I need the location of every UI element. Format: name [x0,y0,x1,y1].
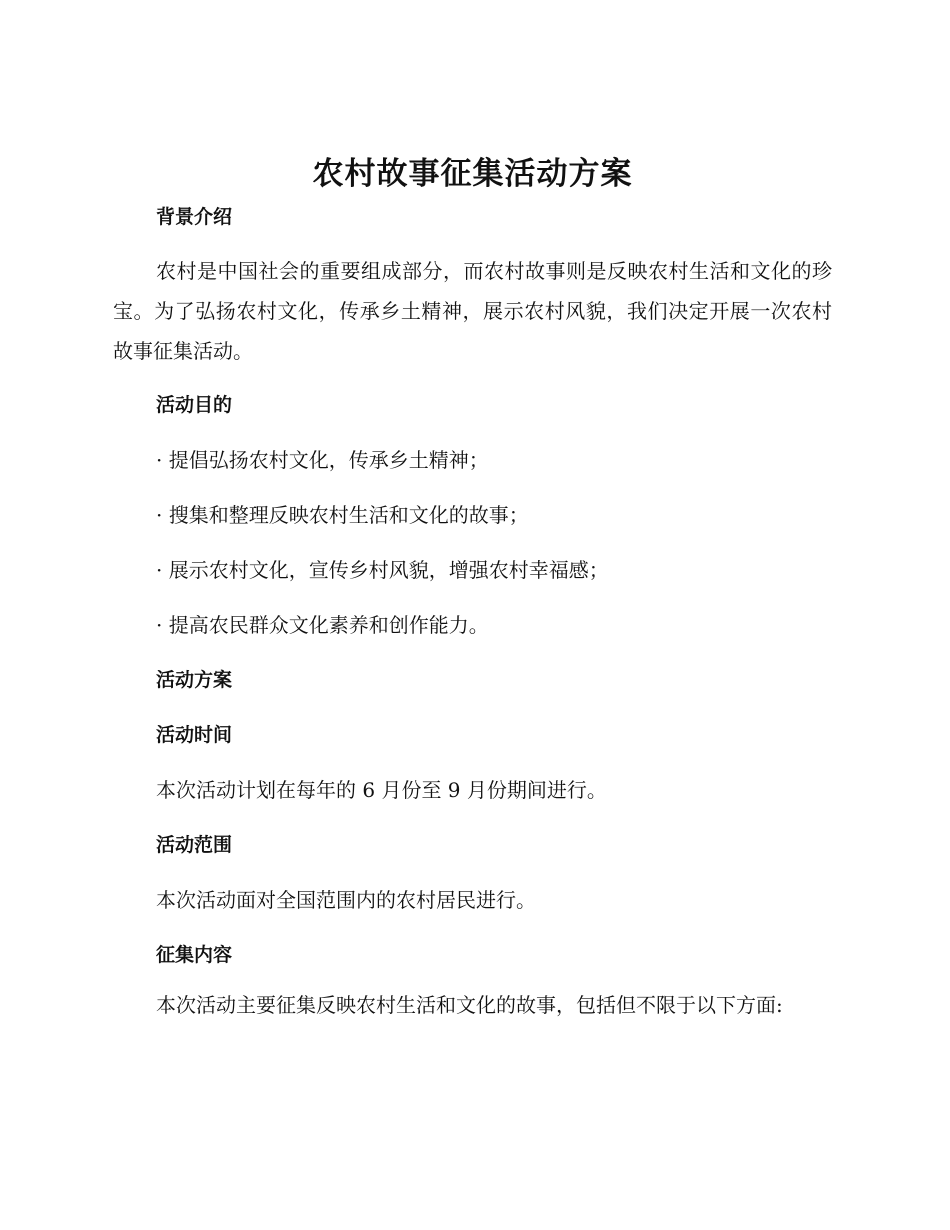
document-title: 农村故事征集活动方案 [312,156,633,192]
heading-background: 背景介绍 [156,206,233,228]
paragraph-scope: 本次活动面对全国范围内的农村居民进行。 [156,888,536,912]
heading-scope: 活动范围 [156,834,233,856]
paragraph-background: 农村是中国社会的重要组成部分，而农村故事则是反映农村生活和文化的珍宝。为了弘扬农村文化，传承乡土精神，展示农村风貌，我们决定开展一次农村故事征集活动。 [113,259,832,363]
purpose-list [113,445,832,640]
paragraph-time: 本次活动计划在每年的 6 月份至 9 月份期间进行。 [156,778,607,802]
heading-content: 征集内容 [156,944,233,966]
list-item: · 展示农村文化，宣传乡村风貌，增强农村幸福感； [156,558,609,582]
list-item: · 提倡弘扬农村文化，传承乡土精神； [156,448,489,472]
list-item: · 搜集和整理反映农村生活和文化的故事； [156,503,529,527]
list-item: · 提高农民群众文化素养和创作能力。 [156,613,489,637]
heading-plan: 活动方案 [156,669,233,691]
heading-time: 活动时间 [156,724,233,746]
paragraph-content: 本次活动主要征集反映农村生活和文化的故事，包括但不限于以下方面: [156,993,783,1017]
heading-purpose: 活动目的 [156,394,233,416]
